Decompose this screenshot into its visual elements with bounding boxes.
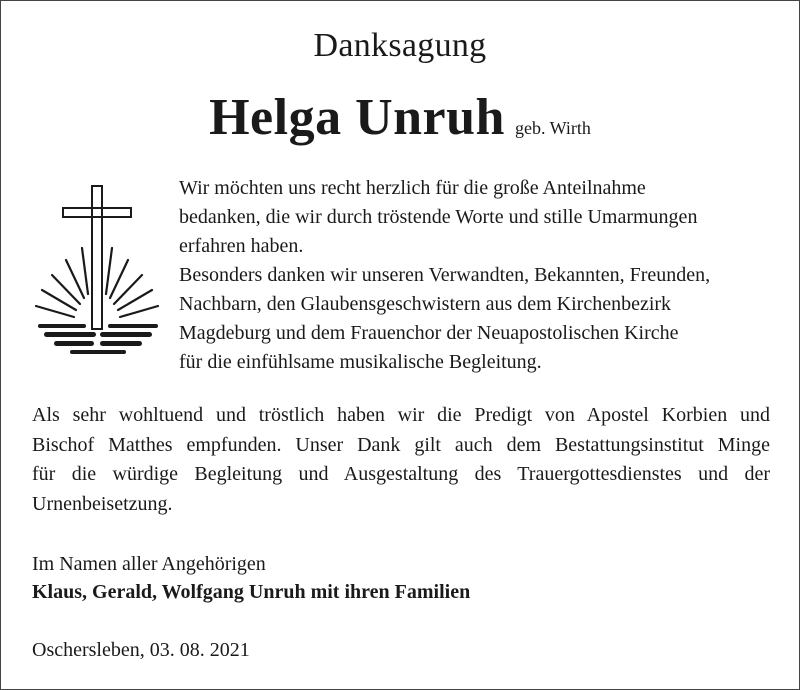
intro-line: für die einfühlsame musikalische Begleitung. bbox=[179, 351, 542, 373]
intro-line: erfahren haben. bbox=[179, 235, 304, 257]
notice-heading: Danksagung bbox=[313, 27, 487, 64]
intro-line: Magdeburg und dem Frauenchor der Neuapostolischen Kirche bbox=[179, 322, 679, 344]
body-line: Urnenbeisetzung. bbox=[32, 492, 173, 515]
family-signature: Klaus, Gerald, Wolfgang Unruh mit ihren Familien bbox=[32, 581, 471, 603]
body-line: Als sehr wohltuend und tröstlich haben wir die Predigt von Apostel Korbien und bbox=[32, 404, 770, 426]
birth-name: geb. Wirth bbox=[514, 118, 591, 138]
intro-line: Besonders danken wir unseren Verwandten, Bekannten, Freunden, bbox=[179, 264, 711, 286]
body-line: Bischof Matthes empfunden. Unser Dank gilt auch dem Bestattungsinstitut Minge bbox=[32, 433, 770, 456]
thanks-paragraph bbox=[32, 401, 770, 519]
body-line: für die würdige Begleitung und Ausgestaltung des Trauergottesdienstes und der bbox=[32, 463, 770, 485]
cross-with-sunrays-icon bbox=[30, 180, 166, 360]
deceased-name: Helga Unruh bbox=[209, 89, 505, 146]
intro-text bbox=[179, 174, 779, 377]
intro-line: bedanken, die wir durch tröstende Worte und stille Umarmungen bbox=[179, 206, 698, 228]
deceased-name-row bbox=[0, 88, 800, 148]
intro-line: Wir möchten uns recht herzlich für die große Anteilnahme bbox=[179, 177, 646, 199]
intro-line: Nachbarn, den Glaubensgeschwistern aus dem Kirchenbezirk bbox=[179, 293, 672, 315]
on-behalf-text: Im Namen aller Angehörigen bbox=[32, 553, 266, 575]
place-date: Oschersleben, 03. 08. 2021 bbox=[32, 639, 250, 661]
